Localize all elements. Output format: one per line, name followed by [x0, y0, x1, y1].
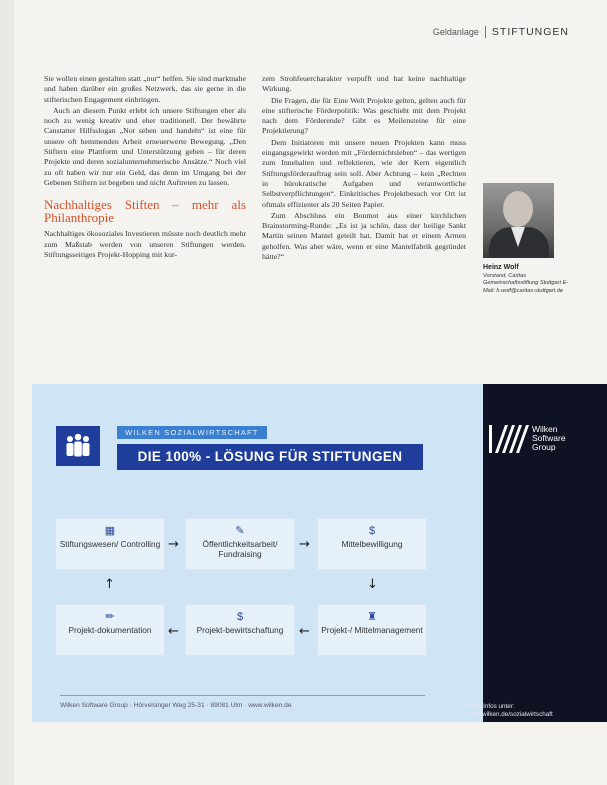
author-portrait — [483, 183, 554, 258]
dollar-icon: $ — [236, 611, 244, 623]
people-group-icon — [56, 426, 100, 466]
article-paragraph: zem Strohfeuercharakter verpufft und hat keine nachhaltige Wirkung. — [262, 74, 466, 94]
arrow-right-icon: → — [168, 537, 179, 552]
header-category: Geldanlage — [432, 27, 479, 37]
article-subheading: Nachhaltiges Stiften – mehr als Philanthropie — [44, 197, 246, 226]
wilken-logo-icon — [487, 422, 537, 456]
brand-name: Wilken Software Group — [532, 424, 566, 452]
arrow-right-icon: → — [299, 537, 310, 552]
ad-title: DIE 100% - LÖSUNG FÜR STIFTUNGEN — [117, 444, 423, 470]
arrow-down-icon: ↓ — [367, 577, 378, 592]
article-column-1 — [44, 74, 246, 261]
author-name: Heinz Wolf — [483, 264, 519, 271]
pencil-icon: ✏ — [105, 611, 115, 623]
author-caption: Vorstand, Caritas Gemeinschaftsstiftung Stuttgart E-Mail: h.wolf@caritas-stuttgart.de — [483, 273, 569, 294]
article-paragraph: Die Fragen, die für Eine Welt Projekte gelten, gelten auch für eine stifterische Förderpolitik: Was geschieht mit dem Projekt nach dem Förderende? Gibt es Meilensteine für eine Projektierung? — [262, 95, 466, 136]
process-box-mittelbewilligung: $ Mittelbewilligung — [318, 519, 426, 569]
header-divider — [485, 26, 486, 38]
more-info-link[interactable]: www.wilken.de/sozialwirtschaft — [467, 711, 553, 718]
ad-footer-divider — [60, 695, 425, 696]
more-info: Mehr Infos unter: www.wilken.de/sozialwirtschaft — [467, 703, 553, 718]
process-box-fundraising: ✎ Öffentlichkeitsarbeit/ Fundraising — [186, 519, 294, 569]
ad-kicker: WILKEN SOZIALWIRTSCHAFT — [117, 426, 267, 439]
people-money-icon: ♜ — [367, 611, 377, 623]
article-column-2 — [262, 74, 466, 263]
coins-hand-icon: $ — [368, 525, 376, 537]
process-box-bewirtschaftung: $ Projekt-bewirtschaftung — [186, 605, 294, 655]
chart-icon: ✎ — [235, 525, 245, 537]
arrow-left-icon: ← — [299, 624, 310, 639]
page-header — [433, 26, 569, 38]
building-icon: ▦ — [104, 525, 116, 537]
article-paragraph: Auch an diesem Punkt erlebt ich unsere Stiftungen eher als noch zu wenig kreativ und eher traditionell. Der bewährte Canstatter Hilfsslogan „Not sehen und handeln“ ist eine für unsere oft hemmenden Arbeit erneuerwerte Bewegung. „Den Stiftern eine Plattform und Unterstützung geben – für deren Projekte und deren sozialunternehmerische Ansätze.“ Noch viel zu oft haben wir nur ein Geld, das denn im Umgang bei der Gebenen Stiftern ist begeben und nicht Auftreten zu lassen. — [44, 105, 246, 187]
article-paragraph: Sie wollen einen gestalten statt „nur“ helfen. Sie sind marktnahe und haben darüber ein großes Netzwerk, das sie gerne in die stifterischen Engagement einbringen. — [44, 74, 246, 104]
header-section: STIFTUNGEN — [491, 26, 569, 38]
arrow-left-icon: ← — [168, 624, 179, 639]
process-box-dokumentation: ✏ Projekt-dokumentation — [56, 605, 164, 655]
article-paragraph: Zum Abschluss ein Bonmot aus einer kirchlichen Brainstorming-Runde: „Es ist ja schön, dass der heilige Sankt Martin seinen Mantel geteilt hat. Damit hat er einem Armen geholfen. Was aber wäre, wenn er eine Mantelfabrik gegründet hätte?“ — [262, 210, 466, 262]
ad-footer: Wilken Software Group · Hörvelsinger Weg 25-31 · 89081 Ulm · www.wilken.de — [60, 702, 292, 709]
article-paragraph: Dem Initiatoren mit unsere neuen Projekten kann muss eingangsgewirkt werden mit „Fördernichtsleben“ – das wertigen zum Innehalten und reflektieren, wie der Kern eigentlich Stiftungsförderauftrag sein soll. Aber Achtung – kein „Rechten in bürokratische Aufgaben und verantwortliche Selbstverpflichtungen“. Einkritisches Projektbesuch vor Ort ist oftmals effizienter als 20 Seiten Papier. — [262, 137, 466, 209]
process-box-mittelmanagement: ♜ Projekt-/ Mittelmanagement — [318, 605, 426, 655]
arrow-up-icon: ↑ — [104, 577, 115, 592]
process-box-stiftungswesen: ▦ Stiftungswesen/ Controlling — [56, 519, 164, 569]
article-paragraph: Nachhaltiges ökosoziales Investieren müsste noch deutlich mehr zum Maßstab werden von unseren Stiftungen werden. Stiftungsseitiges Projekt-Hopping mit kur- — [44, 229, 246, 259]
